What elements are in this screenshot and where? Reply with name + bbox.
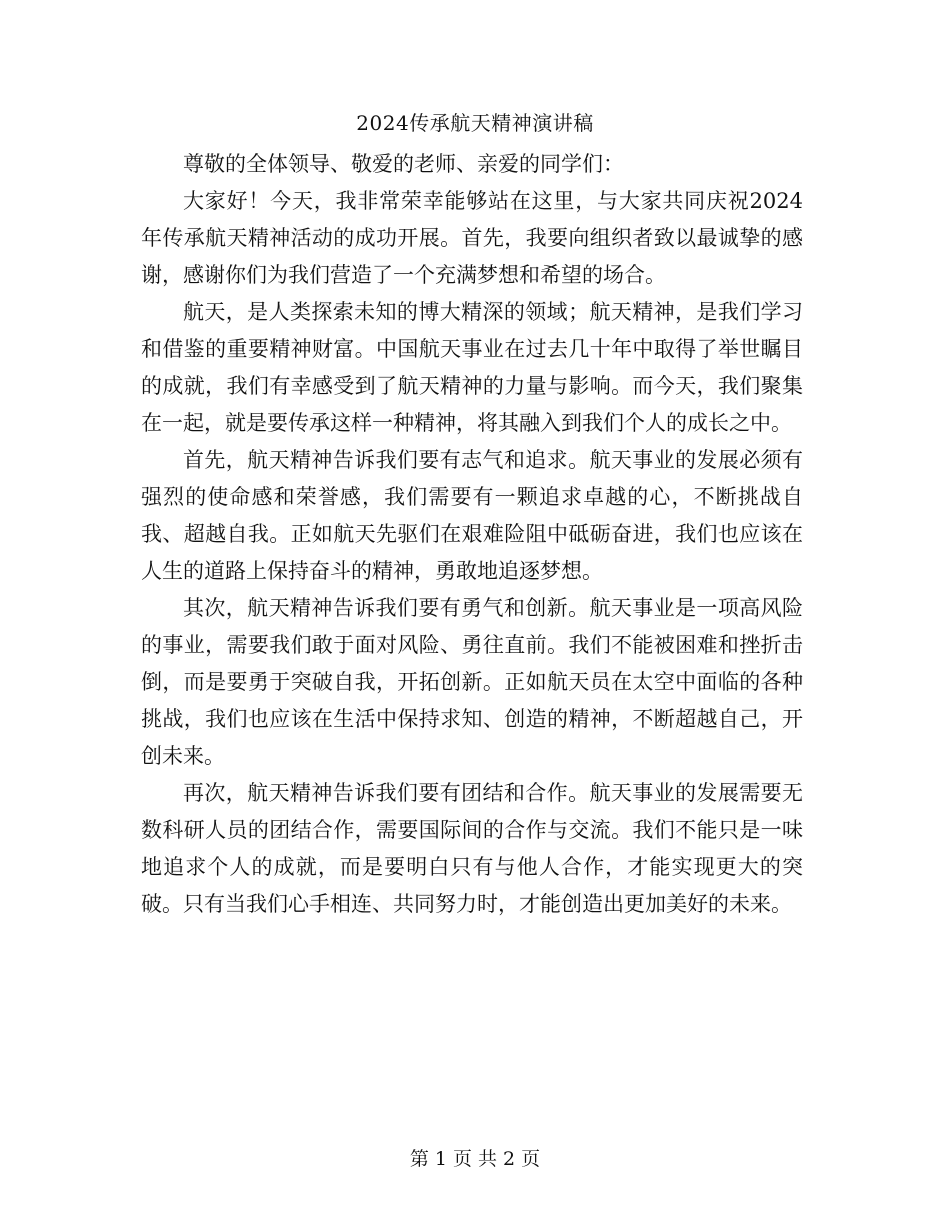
body-paragraph: 首先，航天精神告诉我们要有志气和追求。航天事业的发展必须有强烈的使命感和荣誉感，我们需要有一颗追求卓越的心，不断挑战自我、超越自我。正如航天先驱们在艰难险阻中砥砺奋进，我们也应该在人生的道路上保持奋斗的精神，勇敢地追逐梦想。 (141, 448, 803, 583)
page-number-footer (0, 1147, 950, 1171)
salutation-paragraph: 尊敬的全体领导、敬爱的老师、亲爱的同学们： (183, 152, 624, 176)
body-paragraph: 再次，航天精神告诉我们要有团结和合作。航天事业的发展需要无数科研人员的团结合作，需要国际间的合作与交流。我们不能只是一味地追求个人的成就，而是要明白只有与他人合作，才能实现更大的突破。只有当我们心手相连、共同努力时，才能创造出更加美好的未来。 (141, 781, 803, 916)
page-number-text: 第 1 页 共 2 页 (409, 1148, 541, 1170)
body-paragraph: 大家好！今天，我非常荣幸能够站在这里，与大家共同庆祝2024年传承航天精神活动的成功开展。首先，我要向组织者致以最诚挚的感谢，感谢你们为我们营造了一个充满梦想和希望的场合。 (141, 189, 803, 287)
document-body (141, 146, 803, 923)
body-paragraph: 航天，是人类探索未知的博大精深的领域；航天精神，是我们学习和借鉴的重要精神财富。中国航天事业在过去几十年中取得了举世瞩目的成就，我们有幸感受到了航天精神的力量与影响。而今天，我们聚集在一起，就是要传承这样一种精神，将其融入到我们个人的成长之中。 (141, 300, 803, 435)
document-title: 2024传承航天精神演讲稿 (356, 111, 594, 135)
body-paragraph: 其次，航天精神告诉我们要有勇气和创新。航天事业是一项高风险的事业，需要我们敢于面对风险、勇往直前。我们不能被困难和挫折击倒，而是要勇于突破自我，开拓创新。正如航天员在太空中面临的各种挑战，我们也应该在生活中保持求知、创造的精神，不断超越自己，开创未来。 (141, 596, 803, 768)
